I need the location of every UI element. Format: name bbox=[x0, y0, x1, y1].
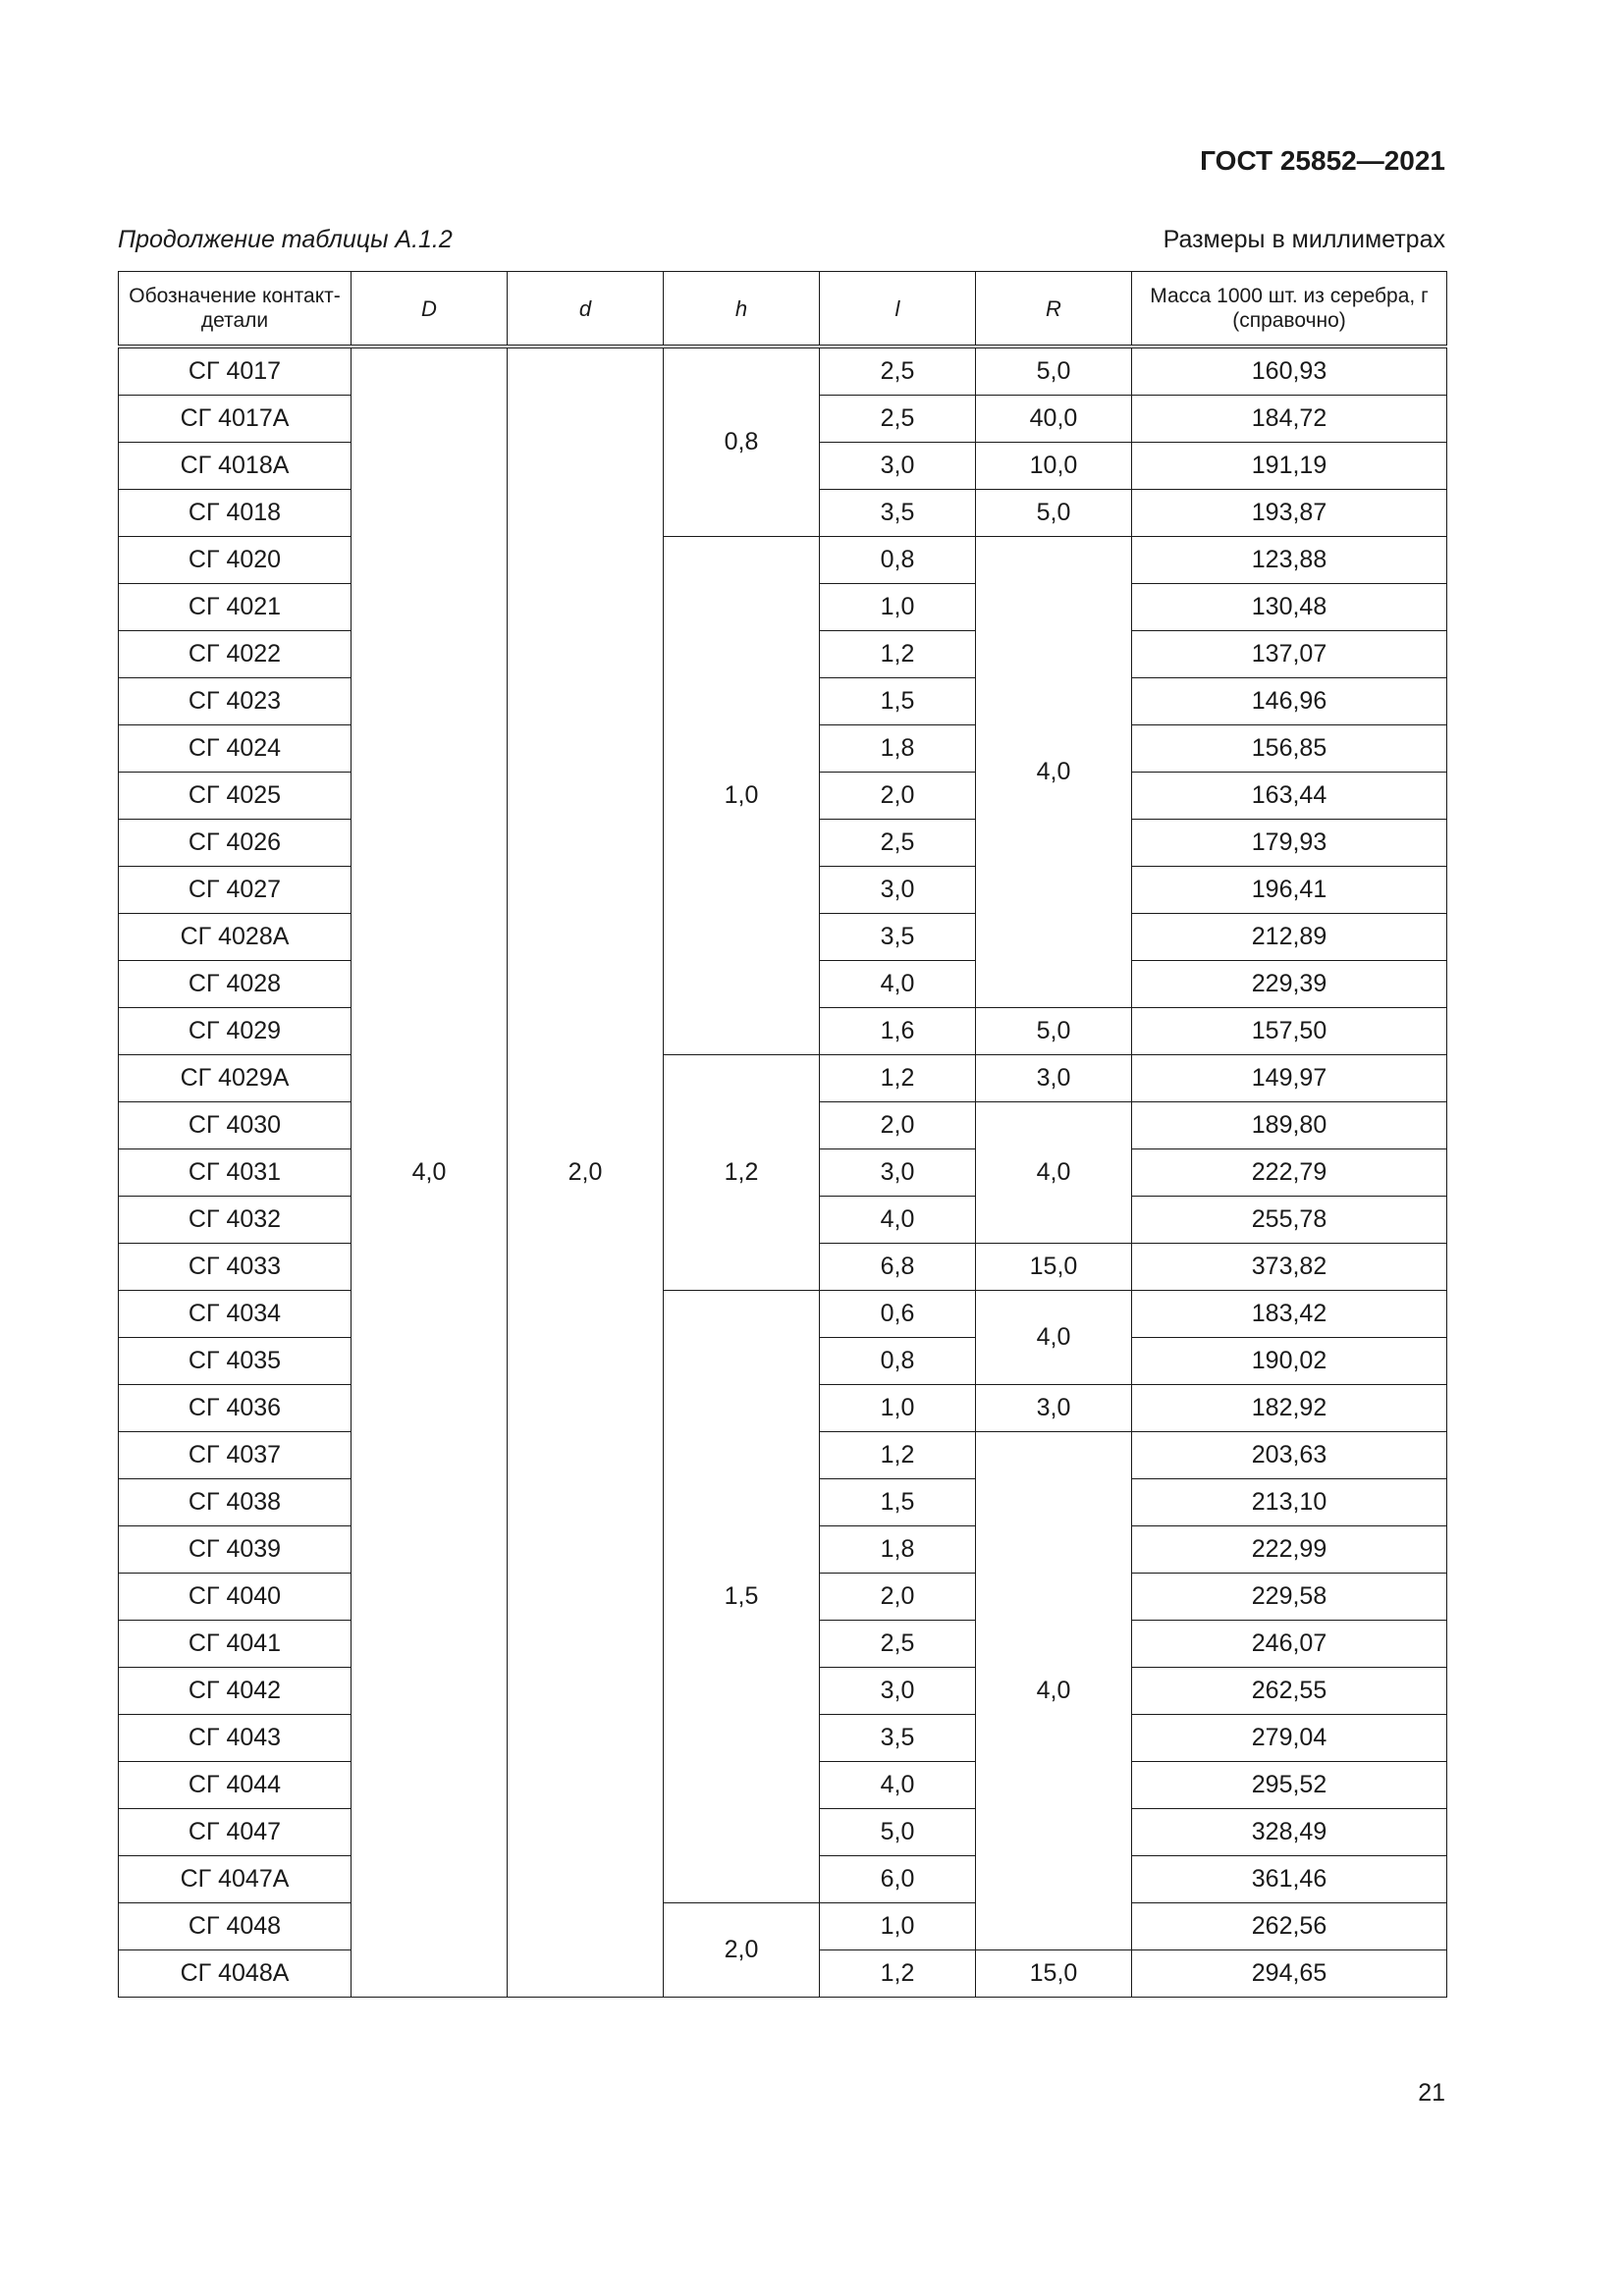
h-cell: 1,0 bbox=[664, 537, 820, 1055]
l-cell: 3,0 bbox=[820, 443, 976, 490]
designation-cell: СГ 4034 bbox=[119, 1291, 352, 1338]
mass-cell: 203,63 bbox=[1132, 1432, 1447, 1479]
mass-cell: 229,39 bbox=[1132, 961, 1447, 1008]
R-cell: 4,0 bbox=[976, 1291, 1132, 1385]
l-cell: 1,5 bbox=[820, 678, 976, 725]
designation-cell: СГ 4048 bbox=[119, 1903, 352, 1950]
dimensions-table bbox=[118, 271, 1447, 1998]
mass-cell: 123,88 bbox=[1132, 537, 1447, 584]
designation-cell: СГ 4048А bbox=[119, 1950, 352, 1998]
designation-cell: СГ 4027 bbox=[119, 867, 352, 914]
table-row bbox=[119, 1291, 1447, 1338]
l-cell: 1,8 bbox=[820, 725, 976, 773]
l-cell: 0,6 bbox=[820, 1291, 976, 1338]
mass-cell: 163,44 bbox=[1132, 773, 1447, 820]
table-continuation-caption: Продолжение таблицы А.1.2 bbox=[118, 226, 453, 253]
mass-cell: 213,10 bbox=[1132, 1479, 1447, 1526]
designation-cell: СГ 4030 bbox=[119, 1102, 352, 1149]
l-cell: 3,5 bbox=[820, 1715, 976, 1762]
l-cell: 6,8 bbox=[820, 1244, 976, 1291]
l-cell: 3,0 bbox=[820, 1668, 976, 1715]
designation-cell: СГ 4040 bbox=[119, 1574, 352, 1621]
l-cell: 1,6 bbox=[820, 1008, 976, 1055]
mass-cell: 137,07 bbox=[1132, 631, 1447, 678]
designation-cell: СГ 4038 bbox=[119, 1479, 352, 1526]
header-d: d bbox=[508, 272, 664, 347]
designation-cell: СГ 4029А bbox=[119, 1055, 352, 1102]
table-row bbox=[119, 1903, 1447, 1950]
designation-cell: СГ 4021 bbox=[119, 584, 352, 631]
l-cell: 6,0 bbox=[820, 1856, 976, 1903]
mass-cell: 182,92 bbox=[1132, 1385, 1447, 1432]
mass-cell: 189,80 bbox=[1132, 1102, 1447, 1149]
l-cell: 4,0 bbox=[820, 1762, 976, 1809]
mass-cell: 160,93 bbox=[1132, 347, 1447, 396]
l-cell: 1,2 bbox=[820, 1432, 976, 1479]
h-cell: 2,0 bbox=[664, 1903, 820, 1998]
mass-cell: 212,89 bbox=[1132, 914, 1447, 961]
designation-cell: СГ 4031 bbox=[119, 1149, 352, 1197]
l-cell: 3,0 bbox=[820, 1149, 976, 1197]
l-cell: 3,0 bbox=[820, 867, 976, 914]
l-cell: 2,5 bbox=[820, 347, 976, 396]
R-cell: 40,0 bbox=[976, 396, 1132, 443]
table-row bbox=[119, 1055, 1447, 1102]
mass-cell: 183,42 bbox=[1132, 1291, 1447, 1338]
h-cell: 1,2 bbox=[664, 1055, 820, 1291]
h-cell: 0,8 bbox=[664, 347, 820, 537]
l-cell: 2,0 bbox=[820, 1574, 976, 1621]
D-cell: 4,0 bbox=[352, 347, 508, 1998]
header-h: h bbox=[664, 272, 820, 347]
l-cell: 2,0 bbox=[820, 1102, 976, 1149]
l-cell: 0,8 bbox=[820, 1338, 976, 1385]
mass-cell: 295,52 bbox=[1132, 1762, 1447, 1809]
designation-cell: СГ 4044 bbox=[119, 1762, 352, 1809]
mass-cell: 246,07 bbox=[1132, 1621, 1447, 1668]
l-cell: 1,0 bbox=[820, 584, 976, 631]
mass-cell: 146,96 bbox=[1132, 678, 1447, 725]
l-cell: 4,0 bbox=[820, 961, 976, 1008]
l-cell: 1,2 bbox=[820, 631, 976, 678]
mass-cell: 255,78 bbox=[1132, 1197, 1447, 1244]
mass-cell: 222,79 bbox=[1132, 1149, 1447, 1197]
mass-cell: 179,93 bbox=[1132, 820, 1447, 867]
l-cell: 2,5 bbox=[820, 820, 976, 867]
designation-cell: СГ 4036 bbox=[119, 1385, 352, 1432]
mass-cell: 196,41 bbox=[1132, 867, 1447, 914]
page-number: 21 bbox=[1418, 2079, 1445, 2107]
designation-cell: СГ 4017А bbox=[119, 396, 352, 443]
table-row bbox=[119, 347, 1447, 396]
l-cell: 1,0 bbox=[820, 1903, 976, 1950]
mass-cell: 184,72 bbox=[1132, 396, 1447, 443]
mass-cell: 191,19 bbox=[1132, 443, 1447, 490]
R-cell: 5,0 bbox=[976, 1008, 1132, 1055]
R-cell: 3,0 bbox=[976, 1055, 1132, 1102]
designation-cell: СГ 4018 bbox=[119, 490, 352, 537]
R-cell: 5,0 bbox=[976, 347, 1132, 396]
designation-cell: СГ 4024 bbox=[119, 725, 352, 773]
mass-cell: 149,97 bbox=[1132, 1055, 1447, 1102]
units-caption: Размеры в миллиметрах bbox=[1163, 226, 1445, 253]
l-cell: 1,5 bbox=[820, 1479, 976, 1526]
designation-cell: СГ 4023 bbox=[119, 678, 352, 725]
designation-cell: СГ 4026 bbox=[119, 820, 352, 867]
l-cell: 1,8 bbox=[820, 1526, 976, 1574]
l-cell: 2,5 bbox=[820, 396, 976, 443]
table-row bbox=[119, 537, 1447, 584]
designation-cell: СГ 4017 bbox=[119, 347, 352, 396]
mass-cell: 361,46 bbox=[1132, 1856, 1447, 1903]
mass-cell: 262,56 bbox=[1132, 1903, 1447, 1950]
designation-cell: СГ 4035 bbox=[119, 1338, 352, 1385]
standard-number: ГОСТ 25852—2021 bbox=[1200, 145, 1445, 176]
R-cell: 10,0 bbox=[976, 443, 1132, 490]
mass-cell: 130,48 bbox=[1132, 584, 1447, 631]
l-cell: 1,0 bbox=[820, 1385, 976, 1432]
R-cell: 5,0 bbox=[976, 490, 1132, 537]
l-cell: 2,0 bbox=[820, 773, 976, 820]
R-cell: 4,0 bbox=[976, 1102, 1132, 1244]
table-body bbox=[119, 347, 1447, 1998]
designation-cell: СГ 4047 bbox=[119, 1809, 352, 1856]
designation-cell: СГ 4032 bbox=[119, 1197, 352, 1244]
header-l: l bbox=[820, 272, 976, 347]
R-cell: 15,0 bbox=[976, 1950, 1132, 1998]
l-cell: 0,8 bbox=[820, 537, 976, 584]
mass-cell: 222,99 bbox=[1132, 1526, 1447, 1574]
mass-cell: 156,85 bbox=[1132, 725, 1447, 773]
mass-cell: 157,50 bbox=[1132, 1008, 1447, 1055]
l-cell: 3,5 bbox=[820, 914, 976, 961]
table-header bbox=[119, 272, 1447, 347]
l-cell: 2,5 bbox=[820, 1621, 976, 1668]
designation-cell: СГ 4043 bbox=[119, 1715, 352, 1762]
header-D: D bbox=[352, 272, 508, 347]
l-cell: 4,0 bbox=[820, 1197, 976, 1244]
mass-cell: 294,65 bbox=[1132, 1950, 1447, 1998]
mass-cell: 193,87 bbox=[1132, 490, 1447, 537]
designation-cell: СГ 4047А bbox=[119, 1856, 352, 1903]
R-cell: 15,0 bbox=[976, 1244, 1132, 1291]
designation-cell: СГ 4033 bbox=[119, 1244, 352, 1291]
designation-cell: СГ 4022 bbox=[119, 631, 352, 678]
designation-cell: СГ 4041 bbox=[119, 1621, 352, 1668]
designation-cell: СГ 4042 bbox=[119, 1668, 352, 1715]
l-cell: 1,2 bbox=[820, 1950, 976, 1998]
mass-cell: 190,02 bbox=[1132, 1338, 1447, 1385]
designation-cell: СГ 4020 bbox=[119, 537, 352, 584]
d-cell: 2,0 bbox=[508, 347, 664, 1998]
designation-cell: СГ 4037 bbox=[119, 1432, 352, 1479]
designation-cell: СГ 4025 bbox=[119, 773, 352, 820]
l-cell: 5,0 bbox=[820, 1809, 976, 1856]
mass-cell: 279,04 bbox=[1132, 1715, 1447, 1762]
designation-cell: СГ 4039 bbox=[119, 1526, 352, 1574]
mass-cell: 373,82 bbox=[1132, 1244, 1447, 1291]
header-designation: Обозначение контакт-детали bbox=[119, 272, 352, 347]
l-cell: 3,5 bbox=[820, 490, 976, 537]
header-R: R bbox=[976, 272, 1132, 347]
designation-cell: СГ 4018А bbox=[119, 443, 352, 490]
designation-cell: СГ 4029 bbox=[119, 1008, 352, 1055]
mass-cell: 328,49 bbox=[1132, 1809, 1447, 1856]
header-mass: Масса 1000 шт. из серебра, г (справочно) bbox=[1132, 272, 1447, 347]
mass-cell: 262,55 bbox=[1132, 1668, 1447, 1715]
R-cell: 3,0 bbox=[976, 1385, 1132, 1432]
mass-cell: 229,58 bbox=[1132, 1574, 1447, 1621]
l-cell: 1,2 bbox=[820, 1055, 976, 1102]
R-cell: 4,0 bbox=[976, 537, 1132, 1008]
h-cell: 1,5 bbox=[664, 1291, 820, 1903]
designation-cell: СГ 4028А bbox=[119, 914, 352, 961]
designation-cell: СГ 4028 bbox=[119, 961, 352, 1008]
R-cell: 4,0 bbox=[976, 1432, 1132, 1950]
